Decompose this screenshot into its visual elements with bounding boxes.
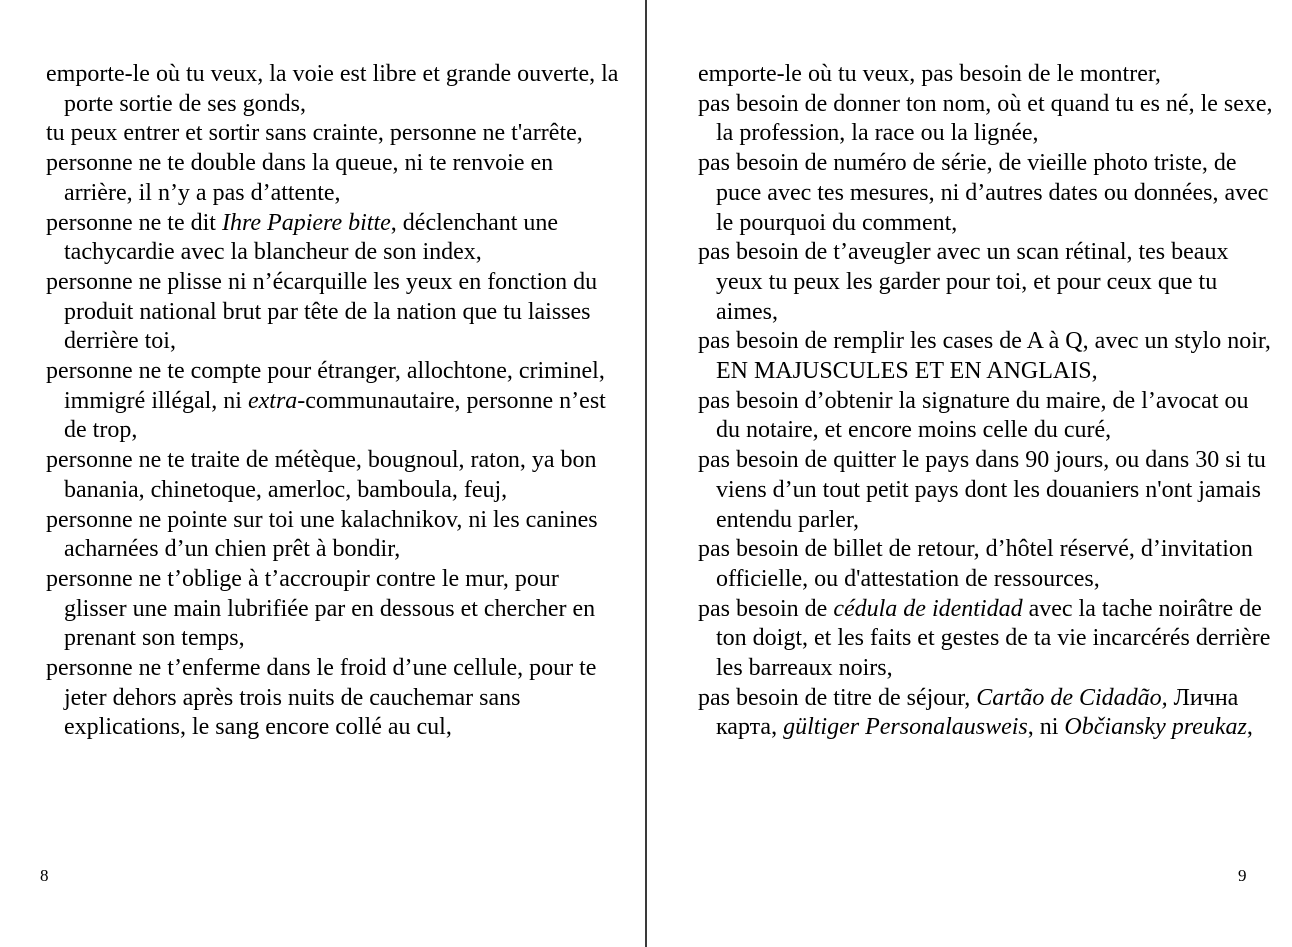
poem-line [698,60,1278,90]
text-segment: pas besoin de [698,595,834,622]
right-page-poem [698,60,1278,743]
right-page-number: 9 [1238,866,1247,885]
text-segment: personne ne te traite de métèque, bougnoul, raton, ya bon banania, chinetoque, amerloc, bamboula, feuj, [46,447,597,503]
text-segment: -communautaire, personne n’est de trop, [64,387,606,444]
poem-line [46,149,626,208]
text-segment: personne ne te dit [46,209,222,236]
italic-phrase: extra [247,387,298,414]
italic-phrase: Cartão de Cidadão, [976,684,1168,711]
poem-line [698,90,1278,149]
text-segment: emporte-le où tu veux, la voie est libre et grande ouverte, la porte sortie de ses gonds, [46,61,619,117]
italic-phrase: cédula de identidad [833,595,1023,622]
poem-line [698,387,1278,446]
poem-line [46,357,626,446]
text-segment: personne ne pointe sur toi une kalachnikov, ni les canines acharnées d’un chien prêt à bondir, [46,506,598,563]
poem-line [46,209,626,268]
poem-line [46,654,626,743]
left-page [0,0,645,947]
text-segment: pas besoin de remplir les cases de A à Q, avec un stylo noir, EN MAJUSCULES ET EN ANGLAIS, [698,328,1271,385]
text-segment: pas besoin d’obtenir la signature du maire, de l’avocat ou du notaire, et encore moins celle du curé, [698,387,1249,444]
text-segment: personne ne t’enferme dans le froid d’une cellule, pour te jeter dehors après trois nuits de cauchemar sans explications, le sang encore collé au cul, [46,655,597,741]
italic-phrase: Ihre Papiere bitte [221,209,391,236]
poem-line [698,149,1278,238]
left-page-number: 8 [40,866,49,885]
poem-line [46,60,626,119]
text-segment: personne ne te double dans la queue, ni te renvoie en arrière, il n’y a pas d’attente, [46,150,554,206]
poem-line [46,565,626,654]
poem-line [698,238,1278,327]
text-segment: emporte-le où tu veux, pas besoin de le montrer, [698,61,1161,87]
text-segment: tu peux entrer et sortir sans crainte, personne ne t'arrête, [46,120,583,147]
poem-line [698,595,1278,684]
right-page [647,0,1292,947]
text-segment: personne ne t’oblige à t’accroupir contre le mur, pour glisser une main lubrifiée par en dessous et chercher en prenant son temps, [46,565,596,652]
poem-line [698,535,1278,594]
poem-line [698,684,1278,743]
text-segment: pas besoin de donner ton nom, où et quand tu es né, le sexe, la profession, la race ou la lignée, [698,90,1273,147]
text-segment: personne ne plisse ni n’écarquille les yeux en fonction du produit national brut par tête de la nation que tu laisses derrière toi, [46,268,598,355]
poem-line [698,327,1278,386]
text-segment: , déclenchant une tachycardie avec la blancheur de son index, [64,209,559,266]
text-segment: pas besoin de billet de retour, d’hôtel réservé, d’invitation officielle, ou d'attestation de ressources, [698,536,1253,592]
left-page-poem [46,60,626,743]
text-segment: personne ne te compte pour étranger, allochtone, criminel, immigré illégal, ni [46,358,605,414]
text-segment: pas besoin de numéro de série, de vieille photo triste, de puce avec tes mesures, ni d’autres dates ou données, avec le pourquoi du comment, [698,150,1269,236]
poem-line [698,446,1278,535]
poem-line [46,506,626,565]
text-segment: , ni [1027,714,1065,741]
poem-line [46,268,626,357]
text-segment: avec la tache noirâtre de ton doigt, et les faits et gestes de ta vie incarcérés derrière les barreaux noirs, [716,595,1271,682]
italic-phrase: Občiansky preukaz [1064,714,1247,741]
italic-phrase: gültiger Personalausweis [783,714,1028,741]
text-segment: pas besoin de quitter le pays dans 90 jours, ou dans 30 si tu viens d’un tout petit pays dont les douaniers n'ont jamais entendu parler, [698,447,1266,533]
text-segment: , [1246,714,1253,741]
text-segment: pas besoin de t’aveugler avec un scan rétinal, tes beaux yeux tu peux les garder pour toi, et pour ceux que tu aimes, [698,239,1229,325]
poem-line [46,119,626,149]
text-segment: Лична карта, [716,684,1239,741]
poem-line [46,446,626,505]
text-segment: pas besoin de titre de séjour, [698,684,977,711]
